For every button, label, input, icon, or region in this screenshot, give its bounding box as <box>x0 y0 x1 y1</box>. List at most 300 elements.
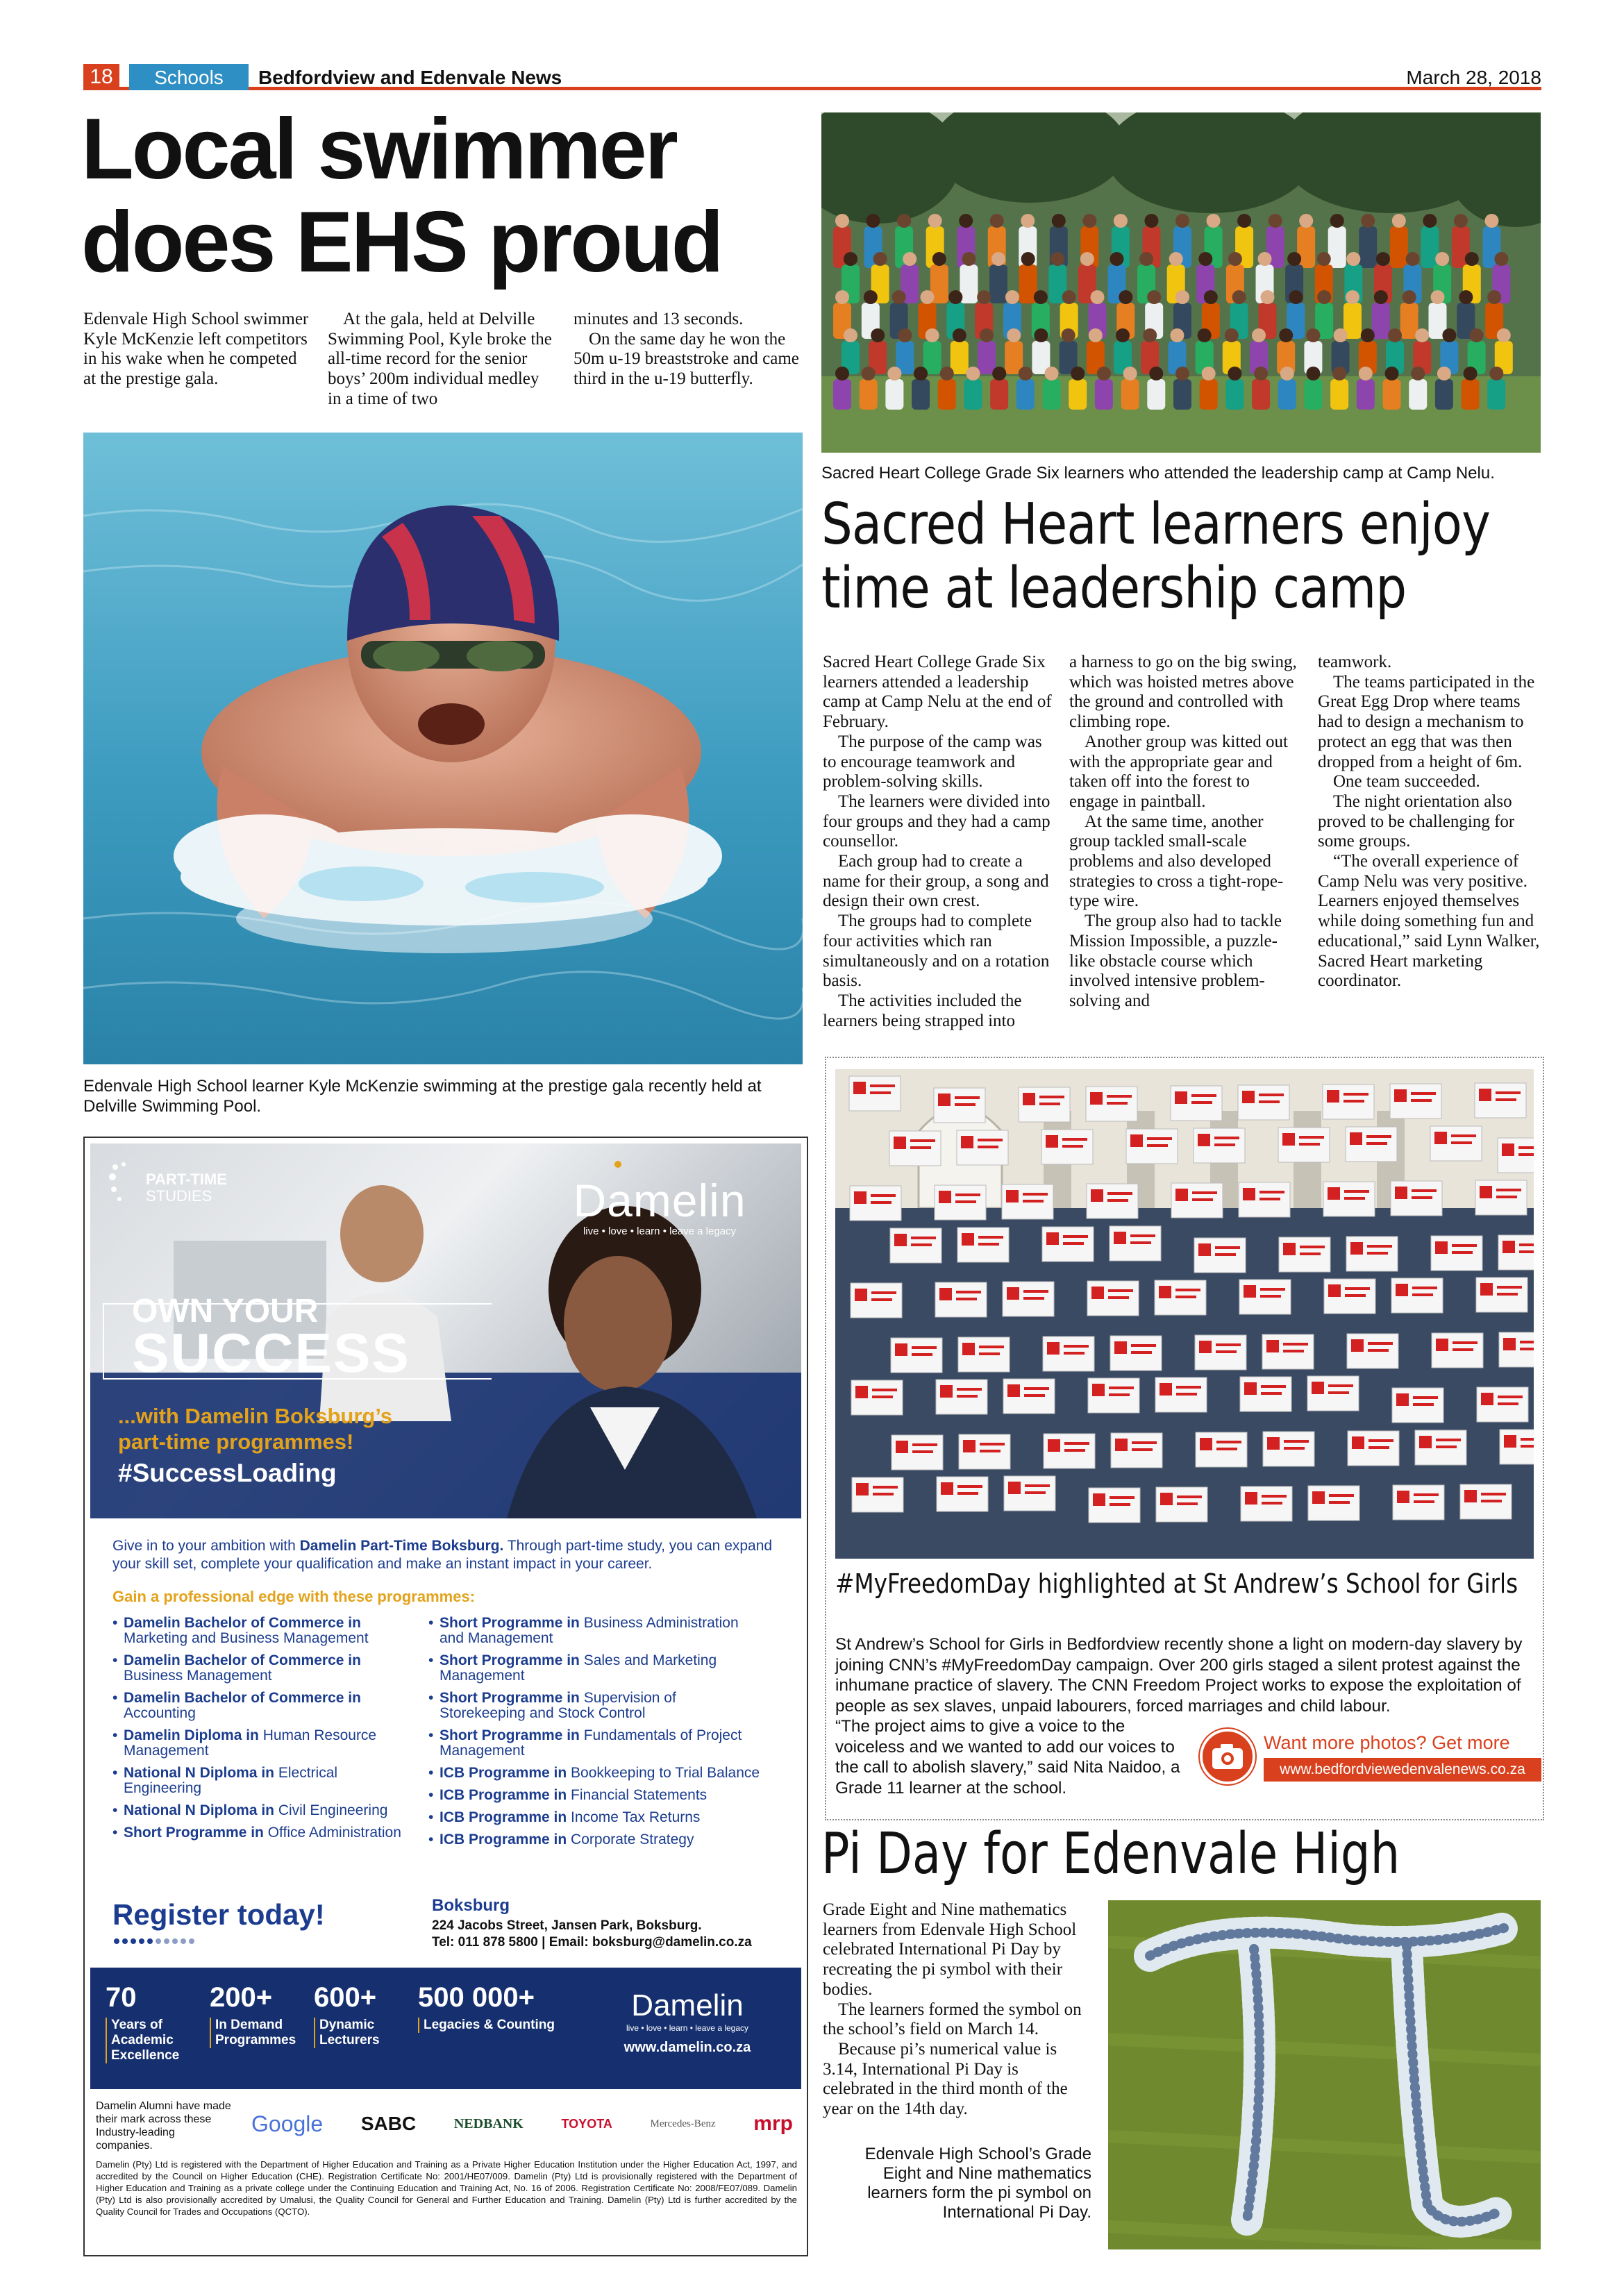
person-body <box>1328 226 1346 268</box>
person-body <box>1409 379 1427 410</box>
stats-band <box>90 1968 801 2089</box>
programme-name: Business Administration and Management <box>440 1615 739 1646</box>
person-body <box>1462 379 1480 410</box>
programme-type: Short Programme in <box>440 1652 580 1668</box>
success-text: SUCCESS <box>132 1322 410 1384</box>
person-head <box>1406 252 1420 266</box>
person-head <box>1261 290 1275 304</box>
protest-sign <box>959 1434 1010 1469</box>
person-head <box>1376 252 1390 266</box>
person-head <box>1034 328 1048 342</box>
person-head <box>892 290 906 304</box>
protest-sign <box>850 1186 901 1221</box>
programme-type: Short Programme in <box>440 1690 580 1706</box>
person-body <box>912 379 930 410</box>
damelin-website[interactable]: www.damelin.co.za <box>623 2040 751 2055</box>
person-head <box>980 328 994 342</box>
person-head <box>953 328 966 342</box>
person-body <box>951 341 969 374</box>
person-head <box>1062 328 1075 342</box>
camp-col-1-p3: The learners were divided into four groups and they had a camp counsellor. <box>823 791 1050 851</box>
protest-sign <box>1430 1126 1482 1161</box>
person-head <box>948 290 962 304</box>
protest-sign <box>1477 1387 1528 1422</box>
person-head <box>1497 328 1511 342</box>
swimmer-col-1-text: Edenvale High School swimmer Kyle McKenzie left competitors in his wake when he competed at the prestige gala. <box>83 310 309 389</box>
camp-col-3-p5: “The overall experience of Camp Nelu was very positive. Learners enjoyed themselves while doing something fun and educational,” said Lynn Walker, Sacred Heart marketing coordinator. <box>1318 852 1540 991</box>
programme-item <box>428 1616 762 1646</box>
programme-type: Damelin Bachelor of Commerce in <box>124 1690 361 1706</box>
freedom-body-1: St Andrew’s School for Girls in Bedfordview recently shone a light on modern-day slavery by joining CNN’s #MyFreedomDay campaign. Over 200 girls staged a silent protest against the inhumane practice of slavery. The CNN Freedom Project works to expose the exploitation of people as sex slaves, unpaid labourers, forced marriages and child labour. <box>835 1635 1523 1716</box>
person-head <box>940 367 954 380</box>
person-head <box>1123 367 1137 380</box>
person-head <box>1232 290 1246 304</box>
protest-sign <box>891 1435 943 1470</box>
swimmer-illustration <box>83 433 803 1064</box>
person-body <box>1252 379 1270 410</box>
person-head <box>1021 252 1035 266</box>
programme-name: Fundamentals of Project Management <box>440 1727 742 1759</box>
person-head <box>1465 252 1479 266</box>
freedom-photo <box>835 1069 1534 1559</box>
stat-label: Years of Academic Excellence <box>106 2018 203 2063</box>
protest-sign <box>1476 1277 1527 1312</box>
programme-item <box>428 1766 762 1781</box>
company-logo: TOYOTA <box>561 2116 612 2131</box>
programme-item <box>428 1788 762 1803</box>
camp-col-1-p5: The groups had to complete four activities which ran simultaneously and on a rotation basis. <box>823 912 1050 991</box>
person-head <box>1346 252 1360 266</box>
person-head <box>932 252 946 266</box>
section-tab[interactable]: Schools <box>129 64 249 90</box>
person-head <box>1202 367 1216 380</box>
protest-sign <box>1088 1378 1139 1413</box>
person-head <box>1071 367 1085 380</box>
camp-headline-line2: time at leadership camp <box>821 555 1407 621</box>
protest-sign <box>1263 1432 1314 1466</box>
person-body <box>960 265 978 303</box>
protest-sign <box>1004 1476 1055 1511</box>
swimmer-headline <box>81 103 803 289</box>
pi-p3: Because pi’s numerical value is 3.14, International Pi Day is celebrated in the third month of the year on the 14th day. <box>823 2039 1068 2119</box>
person-head <box>1459 290 1473 304</box>
programme-name: Electrical Engineering <box>124 1765 338 1796</box>
issue-date: March 28, 2018 <box>1406 67 1541 88</box>
protest-sign <box>1393 1485 1444 1520</box>
person-body <box>1383 379 1401 410</box>
person-head <box>1258 252 1272 266</box>
protest-sign <box>1347 1334 1398 1368</box>
protest-sign <box>1043 1336 1094 1371</box>
with-line-2: part-time programmes! <box>118 1430 354 1454</box>
person-head <box>1317 252 1331 266</box>
pi-photo <box>1108 1900 1541 2249</box>
protest-sign <box>1239 1182 1290 1217</box>
person-head <box>897 214 911 228</box>
pi-headline: Pi Day for Edenvale High <box>821 1821 1400 1887</box>
person-head <box>1170 328 1184 342</box>
programme-name: Sales and Marketing Management <box>440 1652 717 1684</box>
protest-sign <box>1126 1129 1178 1164</box>
programme-type: Damelin Bachelor of Commerce in <box>124 1652 361 1668</box>
protest-sign <box>1323 1182 1375 1216</box>
person-head <box>1489 367 1503 380</box>
person-head <box>1082 214 1096 228</box>
page-number: 18 <box>83 64 119 90</box>
person-body <box>964 379 982 410</box>
person-head <box>1388 328 1402 342</box>
protest-sign <box>1392 1388 1443 1423</box>
ad-hero <box>90 1143 801 1518</box>
programme-item <box>112 1691 418 1721</box>
person-head <box>1464 367 1477 380</box>
protest-sign <box>852 1477 903 1512</box>
person-head <box>962 252 976 266</box>
person-head <box>1119 290 1132 304</box>
person-head <box>1169 252 1183 266</box>
person-head <box>1254 367 1268 380</box>
person-head <box>1494 252 1508 266</box>
freedom-headline: #MyFreedomDay highlighted at St Andrew’s School for Girls <box>835 1568 1518 1599</box>
person-head <box>1091 290 1105 304</box>
programme-item <box>428 1832 762 1847</box>
ad-list-right <box>428 1616 762 1854</box>
person-body <box>989 265 1007 303</box>
swimmer-col-2-text: At the gala, held at Delville Swimming Pool, Kyle broke the all-time record for the senior boys’ 200m individual medley in a time of two <box>328 310 552 408</box>
person-body <box>1173 379 1191 410</box>
camp-col-3 <box>1318 653 1543 991</box>
pi-p2: The learners formed the symbol on the school’s field on March 14. <box>823 2000 1082 2039</box>
freedom-body-2: “The project aims to give a voice to the voiceless and we wanted to add our voices to the call to abolish slavery,” said Nita Naidoo, a Grade 11 learner at the school. <box>835 1717 1180 1798</box>
register-button[interactable]: Register today! <box>112 1898 325 1931</box>
protest-sign <box>1019 1087 1070 1122</box>
person-head <box>1139 252 1153 266</box>
protest-sign <box>1003 1282 1054 1316</box>
protest-sign <box>935 1185 986 1220</box>
protest-sign <box>1042 1227 1094 1262</box>
person-body <box>833 379 851 410</box>
register-dots-icon <box>112 1936 196 1950</box>
programme-item <box>428 1691 762 1721</box>
camp-col-2-p2: Another group was kitted out with the appropriate gear and taken off into the forest to engage in paintball. <box>1069 732 1289 811</box>
campus-contact[interactable]: Tel: 011 878 5800 | Email: boksburg@damelin.co.za <box>432 1935 752 1950</box>
damelin-logo-text: Damelin <box>573 1175 746 1226</box>
protest-sign <box>1155 1280 1206 1315</box>
protest-sign <box>1498 1235 1534 1270</box>
person-head <box>864 290 878 304</box>
programme-item <box>112 1728 418 1759</box>
protest-sign <box>1460 1484 1512 1519</box>
person-head <box>867 214 880 228</box>
company-logo: NEDBANK <box>453 2115 524 2131</box>
person-head <box>1470 328 1484 342</box>
ad-intro <box>112 1537 779 1573</box>
person-head <box>1228 367 1241 380</box>
person-body <box>1095 379 1113 410</box>
hashtag: #SuccessLoading <box>118 1459 337 1487</box>
protest-sign <box>1431 1236 1482 1271</box>
pi-body <box>823 1900 1090 2120</box>
protest-sign <box>1307 1376 1359 1411</box>
protest-sign <box>1044 1434 1095 1468</box>
programme-name: Business Management <box>124 1668 272 1684</box>
pi-p1: Grade Eight and Nine mathematics learners from Edenvale High School celebrated International Pi Day by recreating the pi symbol with their bodies. <box>823 1900 1077 1999</box>
person-head <box>1346 290 1359 304</box>
swimmer-col-3b-text: On the same day he won the 50m u-19 breaststroke and came third in the u-19 butterfly. <box>574 329 799 389</box>
person-head <box>1437 367 1451 380</box>
programme-name: Accounting <box>124 1705 196 1721</box>
person-body <box>1304 379 1322 410</box>
stat-label: Legacies & Counting <box>418 2018 564 2033</box>
person-head <box>1415 328 1429 342</box>
person-head <box>991 252 1005 266</box>
person-body <box>1278 379 1296 410</box>
damelin-logo-small-tagline: live • love • learn • leave a legacy <box>626 2023 749 2033</box>
person-head <box>1097 367 1111 380</box>
damelin-advert[interactable] <box>83 1137 808 2256</box>
protest-sign <box>1475 1180 1527 1215</box>
swimmer-photo <box>83 433 803 1064</box>
person-head <box>1207 214 1221 228</box>
stat-label: In Demand Programmes <box>210 2018 307 2048</box>
protest-sign <box>1087 1184 1138 1218</box>
programme-name: Office Administration <box>263 1825 401 1841</box>
protest-sign <box>1171 1086 1222 1121</box>
programme-type: Damelin Diploma in <box>124 1727 259 1743</box>
camp-col-1 <box>823 653 1052 1031</box>
pi-caption: Edenvale High School’s Grade Eight and Nine mathematics learners form the pi symbol on International Pi Day. <box>864 2145 1091 2222</box>
person-head <box>844 328 857 342</box>
person-head <box>1330 214 1344 228</box>
person-head <box>1045 367 1059 380</box>
person-head <box>1484 214 1498 228</box>
programme-type: ICB Programme in <box>440 1787 567 1803</box>
person-head <box>1289 290 1303 304</box>
programme-name: Corporate Strategy <box>567 1832 694 1847</box>
person-head <box>1454 214 1468 228</box>
protest-sign <box>937 1477 988 1511</box>
protest-sign <box>935 1282 987 1317</box>
camp-col-2-p3: At the same time, another group tackled small-scale problems and also developed strategies to cross a tight-rope-type wire. <box>1069 812 1284 911</box>
programme-name: Income Tax Returns <box>567 1809 701 1825</box>
person-body <box>1372 303 1390 339</box>
programme-item <box>112 1825 418 1841</box>
person-body <box>1357 379 1375 410</box>
person-head <box>898 328 912 342</box>
programme-item <box>112 1803 418 1818</box>
person-head <box>1080 252 1094 266</box>
protest-sign <box>1346 1237 1398 1271</box>
person-head <box>1116 328 1130 342</box>
camp-col-3-p1: teamwork. <box>1318 653 1392 671</box>
pi-formation-illustration <box>1108 1900 1541 2249</box>
protest-sign <box>1415 1430 1466 1465</box>
camp-col-1-p6: The activities included the learners being strapped into <box>823 991 1022 1030</box>
person-body <box>1069 379 1087 410</box>
camp-col-1-p1: Sacred Heart College Grade Six learners attended a leadership camp at Camp Nelu at the end of February. <box>823 653 1052 732</box>
camp-photo-caption: Sacred Heart College Grade Six learners who attended the leadership camp at Camp Nelu. <box>821 464 1495 483</box>
protest-sign <box>957 1227 1009 1262</box>
person-head <box>1287 252 1301 266</box>
ad-legal: Damelin (Pty) Ltd is registered with the Department of Higher Education and Training as a Private Higher Education Institution under the Higher Education Act, 1997, and accredited by the Council on Higher Education (CHE). Registration Certificate No: 2001/HE07/009. Damelin (Pty) Ltd is provisionally registered with the Department of Higher Education and Training as a private college under the Continuing Education and Training Act, No. 16 of 2006. Registration Certificate No: 2008/FE07/089. Damelin (Pty) Ltd is also provisionally accredited by Umalusi, the Quality Council for General and Further Education and Training. Damelin (Pty) Ltd is further accredited by the Quality Council for Trades and Occupations (QCTO). <box>96 2159 797 2217</box>
promo-url[interactable]: www.bedfordviewedenvalenews.co.za <box>1264 1758 1541 1782</box>
protest-sign <box>936 1380 987 1414</box>
company-logo: Mercedes-Benz <box>650 2118 716 2129</box>
person-head <box>1359 367 1373 380</box>
protest-sign <box>934 1088 985 1123</box>
protest-sign <box>957 1130 1008 1165</box>
protest-sign <box>1111 1433 1162 1468</box>
protest-sign <box>1308 1486 1359 1520</box>
protest-sign <box>1390 1084 1441 1118</box>
part-time-tag <box>118 1171 227 1205</box>
camp-headline-line1: Sacred Heart learners enjoy <box>821 492 1490 558</box>
person-head <box>1392 214 1406 228</box>
protest-sign <box>1194 1238 1246 1273</box>
protest-sign <box>1171 1183 1223 1218</box>
swimmer-headline-line1: Local swimmer <box>81 101 676 197</box>
protest-sign <box>1391 1181 1442 1216</box>
protest-sign <box>1500 1430 1534 1464</box>
camp-col-3-p4: The night orientation also proved to be challenging for some groups. <box>1318 791 1515 851</box>
with-line-1: ...with Damelin Boksburg’s <box>118 1404 393 1428</box>
camp-col-2-p4: The group also had to tackle Mission Impossible, a puzzle-like obstacle course which involved intensive problem-solving and <box>1069 912 1282 1010</box>
person-head <box>1198 328 1212 342</box>
person-head <box>1317 290 1331 304</box>
protest-sign <box>1432 1333 1483 1368</box>
protest-sign <box>1346 1127 1397 1162</box>
person-head <box>1149 367 1163 380</box>
protest-sign <box>1278 1128 1330 1162</box>
person-head <box>1050 252 1064 266</box>
protest-sign <box>1279 1237 1330 1272</box>
programme-name: Bookkeeping to Trial Balance <box>567 1765 760 1781</box>
more-photos-promo[interactable] <box>1200 1729 1541 1791</box>
person-head <box>959 214 973 228</box>
person-head <box>1306 328 1320 342</box>
stat-number: 70 <box>106 1982 137 2013</box>
programme-type: ICB Programme in <box>440 1765 567 1781</box>
campus-address: 224 Jacobs Street, Jansen Park, Boksburg. <box>432 1918 702 1933</box>
person-head <box>1306 367 1320 380</box>
protest-sign <box>1323 1084 1374 1119</box>
person-head <box>1228 252 1242 266</box>
promo-title: Want more photos? Get more <box>1264 1732 1510 1753</box>
tag-line-2: STUDIES <box>146 1187 212 1205</box>
protest-sign <box>849 1076 901 1111</box>
programme-item <box>428 1728 762 1759</box>
stat-item <box>314 1981 411 2048</box>
person-body <box>1225 379 1244 410</box>
person-body <box>978 341 996 374</box>
person-head <box>1361 328 1375 342</box>
person-head <box>1110 252 1123 266</box>
own-your-text: OWN YOUR <box>132 1293 319 1330</box>
programme-type: Short Programme in <box>440 1615 580 1631</box>
protest-sign <box>1110 1336 1162 1371</box>
person-head <box>1034 290 1048 304</box>
freedom-protest-illustration <box>835 1069 1534 1559</box>
person-head <box>1114 214 1128 228</box>
person-head <box>1175 367 1189 380</box>
protest-sign <box>891 1338 942 1373</box>
person-head <box>990 214 1004 228</box>
person-head <box>1005 290 1019 304</box>
programme-item <box>428 1810 762 1825</box>
person-body <box>990 379 1008 410</box>
person-head <box>977 290 991 304</box>
person-body <box>860 379 878 410</box>
programme-name: Marketing and Business Management <box>124 1630 369 1646</box>
person-head <box>1019 367 1032 380</box>
programme-item <box>112 1766 418 1796</box>
protest-sign <box>1195 1335 1246 1370</box>
person-head <box>1175 290 1189 304</box>
ad-intro-a: Give in to your ambition with <box>112 1538 300 1554</box>
own-your-block <box>103 1293 492 1384</box>
tag-line-1: PART-TIME <box>146 1171 227 1188</box>
stat-label: Dynamic Lecturers <box>314 2018 411 2048</box>
protest-sign <box>1499 1332 1534 1367</box>
programme-type: ICB Programme in <box>440 1809 567 1825</box>
person-body <box>885 379 903 410</box>
programme-type: Short Programme in <box>440 1727 580 1743</box>
person-head <box>1279 328 1293 342</box>
person-head <box>1204 290 1218 304</box>
stat-number: 600+ <box>314 1982 377 2013</box>
camp-col-3-p3: One team succeeded. <box>1333 772 1480 791</box>
programme-name: Financial Statements <box>567 1787 708 1803</box>
person-head <box>928 214 942 228</box>
person-head <box>903 252 916 266</box>
person-head <box>1374 290 1388 304</box>
swimmer-col-2 <box>328 310 557 410</box>
person-body <box>1016 379 1035 410</box>
protest-sign <box>1475 1083 1526 1118</box>
person-head <box>1334 328 1348 342</box>
ad-list-left <box>112 1616 418 1847</box>
ad-intro-c: Through part-time study, you can expand your skill set, complete your qualification and make an instant impact in your career. <box>112 1538 773 1572</box>
stat-item <box>106 1981 203 2063</box>
protest-sign <box>1087 1281 1139 1316</box>
person-head <box>1052 214 1066 228</box>
person-head <box>1431 290 1445 304</box>
person-head <box>1423 214 1437 228</box>
protest-sign <box>1002 1184 1053 1219</box>
protest-sign <box>1324 1279 1375 1314</box>
protest-sign <box>1194 1128 1245 1163</box>
person-head <box>835 290 849 304</box>
person-head <box>921 290 935 304</box>
protest-sign <box>851 1283 902 1318</box>
person-body <box>1330 379 1348 410</box>
programme-type: National N Diploma in <box>124 1802 275 1818</box>
person-body <box>1043 379 1061 410</box>
protest-sign <box>1241 1486 1292 1521</box>
person-head <box>862 367 876 380</box>
person-head <box>1089 328 1103 342</box>
person-body <box>1121 379 1139 410</box>
person-body <box>1390 226 1408 268</box>
newspaper-name: Bedfordview and Edenvale News <box>258 67 562 88</box>
damelin-logo <box>535 1175 785 1237</box>
person-head <box>1269 214 1282 228</box>
ad-gain: Gain a professional edge with these programmes: <box>112 1588 476 1605</box>
alumni-logos <box>251 2103 793 2145</box>
programme-type: Short Programme in <box>124 1825 264 1841</box>
swimmer-headline-line2: does EHS proud <box>81 194 722 290</box>
person-head <box>1198 252 1212 266</box>
